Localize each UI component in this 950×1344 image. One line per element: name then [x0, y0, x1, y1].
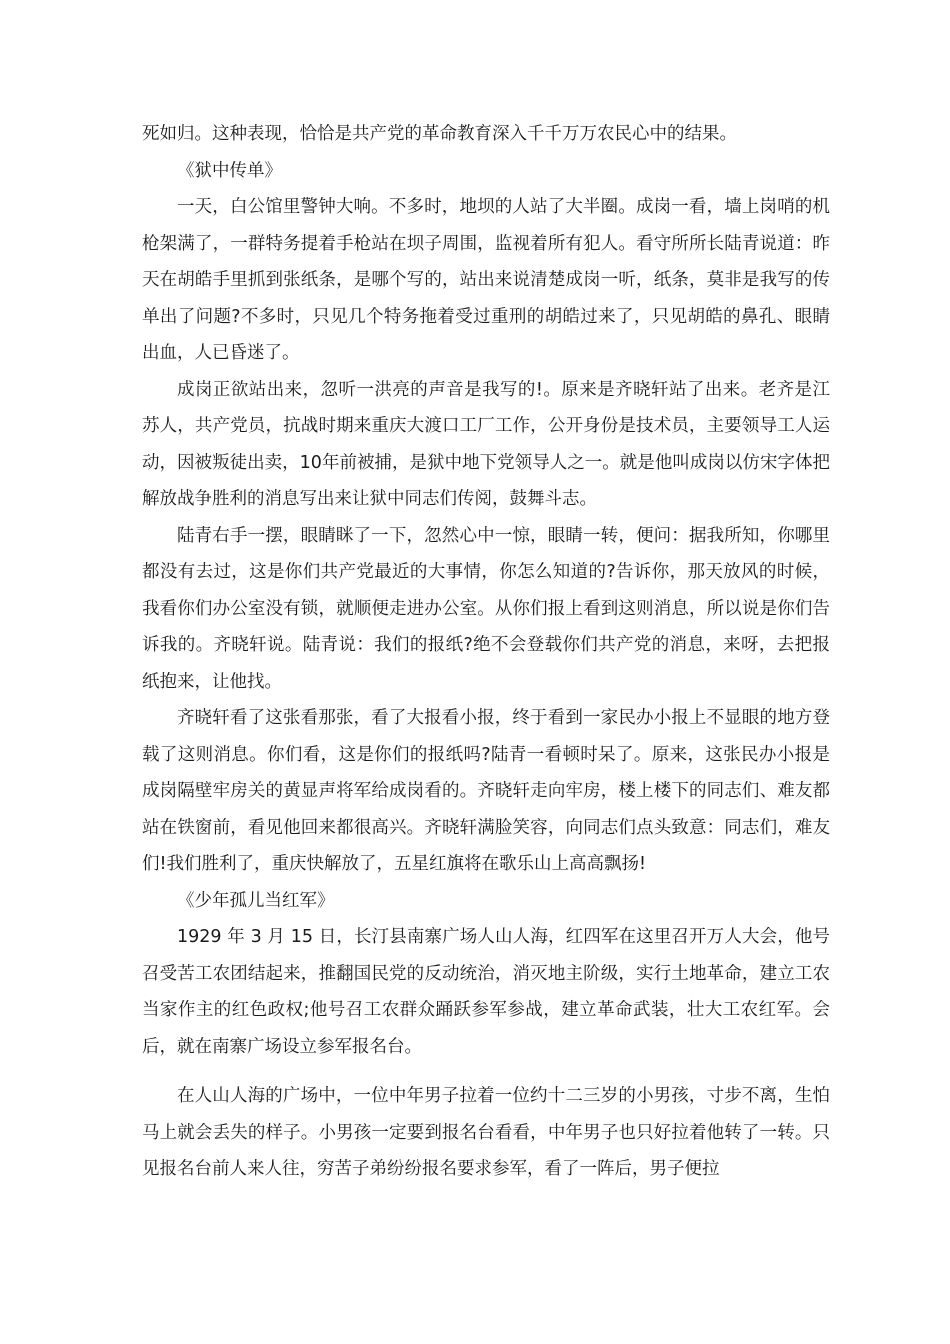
paragraph: 一天，白公馆里警钟大响。不多时，地坝的人站了大半圈。成岗一看，墙上岗哨的机枪架满了，一群特务提着手枪站在坝子周围，监视着所有犯人。看守所所长陆青说道：昨天在胡皓手里抓到张纸条，是哪个写的，站出来说清楚成岗一听，纸条，莫非是我写的传单出了问题?不多时，只见几个特务拖着受过重刑的胡皓过来了，只见胡皓的鼻孔、眼睛出血，人已昏迷了。	[142, 197, 830, 363]
document-body	[142, 116, 830, 1188]
paragraph: 1929 年 3 月 15 日，长汀县南寨广场人山人海，红四军在这里召开万人大会，他号召受苦工农团结起来，推翻国民党的反动统治，消灭地主阶级，实行土地革命，建立工农当家作主的红色政权;他号召工农群众踊跃参军参战，建立革命武装，壮大工农红军。会后，就在南寨广场设立参军报名台。	[142, 927, 830, 1057]
paragraph: 陆青右手一摆，眼睛眯了一下，忽然心中一惊，眼睛一转，便问：据我所知，你哪里都没有去过，这是你们共产党最近的大事情，你怎么知道的?告诉你，那天放风的时候，我看你们办公室没有锁，就顺便走进办公室。从你们报上看到这则消息，所以说是你们告诉我的。齐晓轩说。陆青说：我们的报纸?绝不会登载你们共产党的消息，来呀，去把报纸抱来，让他找。	[142, 525, 830, 692]
paragraph: 在人山人海的广场中，一位中年男子拉着一位约十二三岁的小男孩，寸步不离，生怕马上就会丢失的样子。小男孩一定要到报名台看看，中年男子也只好拉着他转了一转。只见报名台前人来人往，穷苦子弟纷纷报名要求参军，看了一阵后，男子便拉	[142, 1086, 830, 1179]
paragraph: 成岗正欲站出来，忽听一洪亮的声音是我写的!。原来是齐晓轩站了出来。老齐是江苏人，共产党员，抗战时期来重庆大渡口工厂工作，公开身份是技术员，主要领导工人运动，因被叛徒出卖，10年前被捕，是狱中地下党领导人之一。就是他叫成岗以仿宋字体把解放战争胜利的消息写出来让狱中同志们传阅，鼓舞斗志。	[142, 379, 830, 509]
section-title-prison-leaflet: 《狱中传单》	[177, 160, 282, 181]
paragraph: 齐晓轩看了这张看那张，看了大报看小报，终于看到一家民办小报上不显眼的地方登载了这则消息。你们看，这是你们的报纸吗?陆青一看顿时呆了。原来，这张民办小报是成岗隔壁牢房关的黄显声将军给成岗看的。齐晓轩走向牢房，楼上楼下的同志们、难友都站在铁窗前，看见他回来都很高兴。齐晓轩满脸笑容，向同志们点头致意：同志们，难友们!我们胜利了，重庆快解放了，五星红旗将在歌乐山上高高飘扬!	[142, 708, 830, 874]
section-title-orphan-red-army: 《少年孤儿当红军》	[177, 890, 335, 911]
paragraph-continuation: 死如归。这种表现，恰恰是共产党的革命教育深入千千万万农民心中的结果。	[142, 124, 737, 144]
